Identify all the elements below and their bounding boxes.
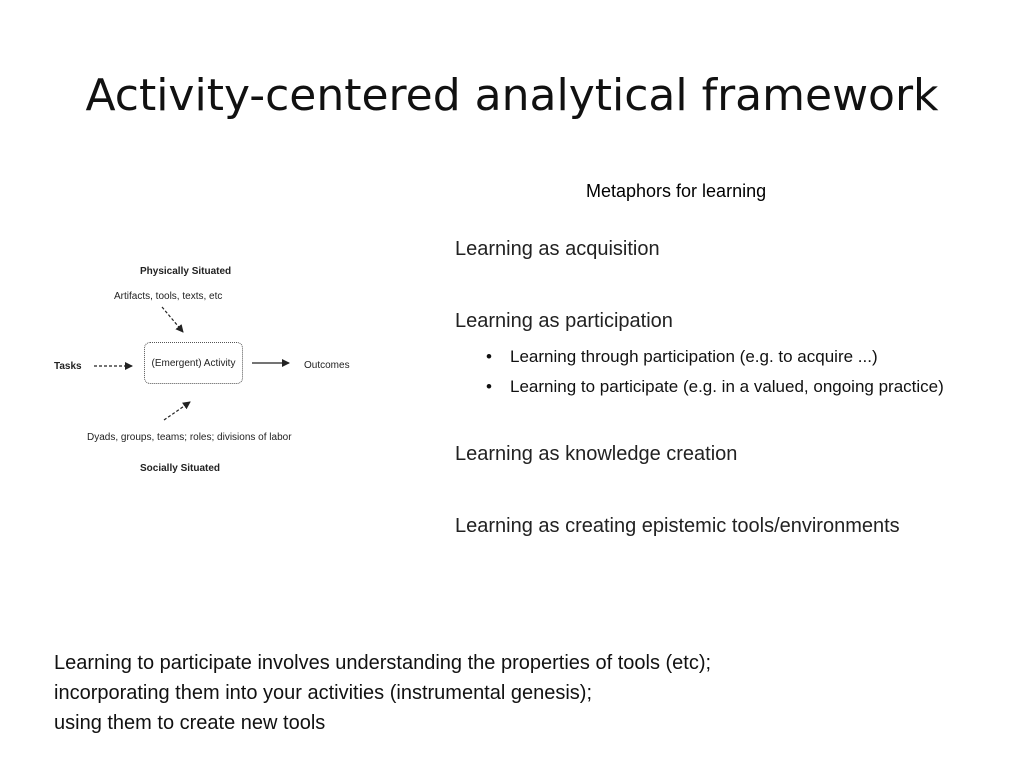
slide-title: Activity-centered analytical framework [85, 70, 939, 121]
outcomes-label: Outcomes [304, 360, 350, 371]
arrow-artifacts-to-activity [162, 307, 183, 332]
participation-subitems [486, 342, 944, 402]
bullet-icon: • [486, 347, 492, 366]
activity-framework-diagram [40, 250, 380, 490]
footer-line: incorporating them into your activities (instrumental genesis); [54, 682, 593, 704]
arrow-social-to-activity [164, 402, 190, 420]
bullet-icon: • [486, 377, 492, 396]
metaphors-heading: Metaphors for learning [586, 181, 767, 201]
metaphor-epistemic-tools: Learning as creating epistemic tools/environments [455, 515, 900, 537]
subitem-text: Learning through participation (e.g. to acquire ...) [510, 347, 878, 366]
footer-line: using them to create new tools [54, 712, 326, 734]
socially-situated-label: Socially Situated [140, 463, 221, 474]
physically-situated-label: Physically Situated [140, 266, 232, 277]
metaphor-participation: Learning as participation [455, 310, 673, 332]
footer-text [54, 648, 711, 738]
emergent-activity-label: (Emergent) Activity [151, 357, 236, 369]
subitem-text: Learning to participate (e.g. in a valued, ongoing practice) [510, 377, 944, 396]
metaphor-acquisition: Learning as acquisition [455, 238, 660, 260]
artifacts-label: Artifacts, tools, texts, etc [114, 291, 223, 302]
footer-line: Learning to participate involves understanding the properties of tools (etc); [54, 652, 712, 674]
social-groups-label: Dyads, groups, teams; roles; divisions of labor [87, 432, 292, 443]
emergent-activity-box [144, 342, 243, 384]
metaphor-knowledge-creation: Learning as knowledge creation [455, 443, 738, 465]
tasks-label: Tasks [54, 361, 82, 372]
subitem-learning-to-participate [486, 372, 944, 402]
subitem-learning-through-participation [486, 342, 944, 372]
